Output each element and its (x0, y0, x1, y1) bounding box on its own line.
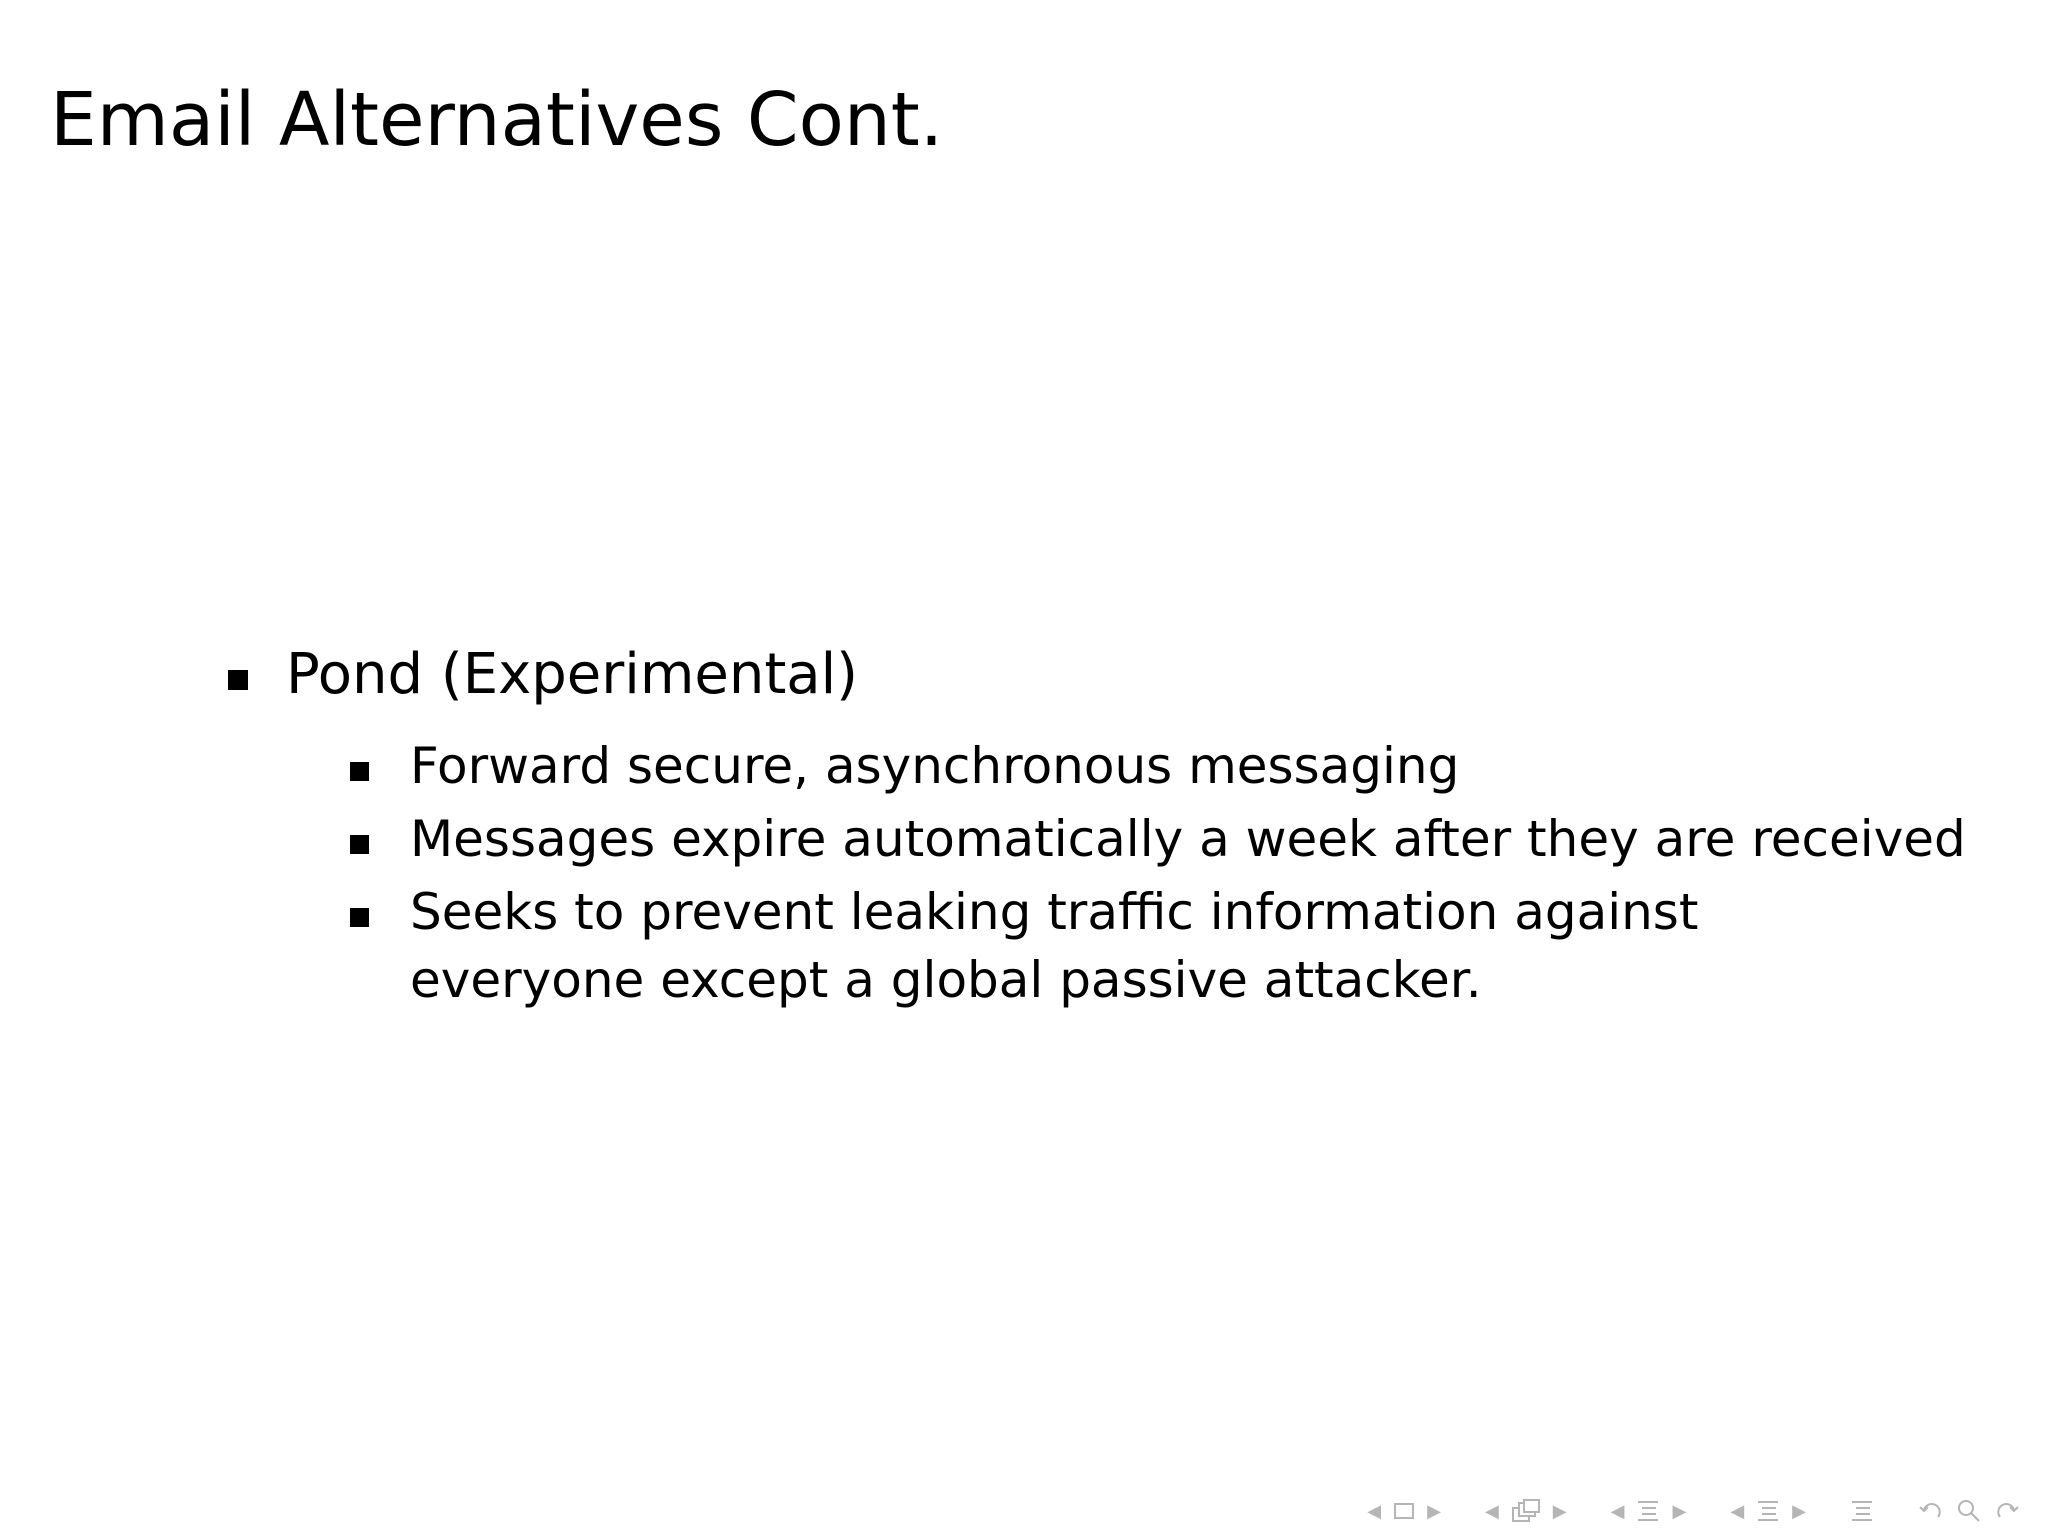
list-item-text: Messages expire automatically a week after they are received (410, 810, 1966, 868)
navigation-bar (1329, 1498, 2026, 1524)
arrow-right-icon[interactable]: ▶ (1552, 1500, 1567, 1522)
square-bullet-icon (228, 670, 248, 690)
redo-icon[interactable] (1994, 1498, 2020, 1524)
square-bullet-icon (350, 835, 369, 854)
section-nav (1605, 1499, 1693, 1523)
list-item (346, 732, 1862, 800)
arrow-left-icon[interactable]: ◀ (1367, 1500, 1382, 1522)
slide-title: Email Alternatives Cont. (50, 77, 944, 163)
frame-icon[interactable] (1393, 1502, 1415, 1520)
list-item-text: Forward secure, asynchronous messaging (410, 737, 1460, 795)
arrow-right-icon[interactable]: ▶ (1672, 1500, 1687, 1522)
arrow-left-icon[interactable]: ◀ (1730, 1500, 1745, 1522)
toc-icon[interactable] (1850, 1499, 1874, 1523)
bullet-list (222, 636, 1966, 1019)
presentation-nav (1724, 1499, 1812, 1523)
list-item (222, 636, 1862, 714)
frame-nav (1361, 1501, 1447, 1522)
section-icon[interactable] (1756, 1499, 1780, 1523)
arrow-left-icon[interactable]: ◀ (1484, 1500, 1499, 1522)
search-icon[interactable] (1956, 1498, 1982, 1524)
arrow-left-icon[interactable]: ◀ (1610, 1500, 1625, 1522)
tools-nav (1912, 1498, 2026, 1524)
toc-nav (1844, 1499, 1880, 1523)
subsection-icon[interactable] (1511, 1499, 1541, 1523)
arrow-right-icon[interactable]: ▶ (1792, 1500, 1806, 1522)
square-bullet-icon (350, 908, 369, 927)
list-item-text: Seeks to prevent leaking traffic information against everyone except a global passive attacker. (410, 883, 1699, 1009)
undo-icon[interactable] (1918, 1498, 1944, 1524)
list-item (346, 878, 1890, 1014)
list-item-text: Pond (Experimental) (286, 642, 859, 707)
square-bullet-icon (350, 762, 369, 781)
list-item (346, 805, 1966, 873)
arrow-right-icon[interactable]: ▶ (1427, 1500, 1441, 1522)
section-icon[interactable] (1636, 1499, 1660, 1523)
subsection-nav (1479, 1499, 1573, 1523)
sub-bullet-list (222, 732, 1966, 1014)
